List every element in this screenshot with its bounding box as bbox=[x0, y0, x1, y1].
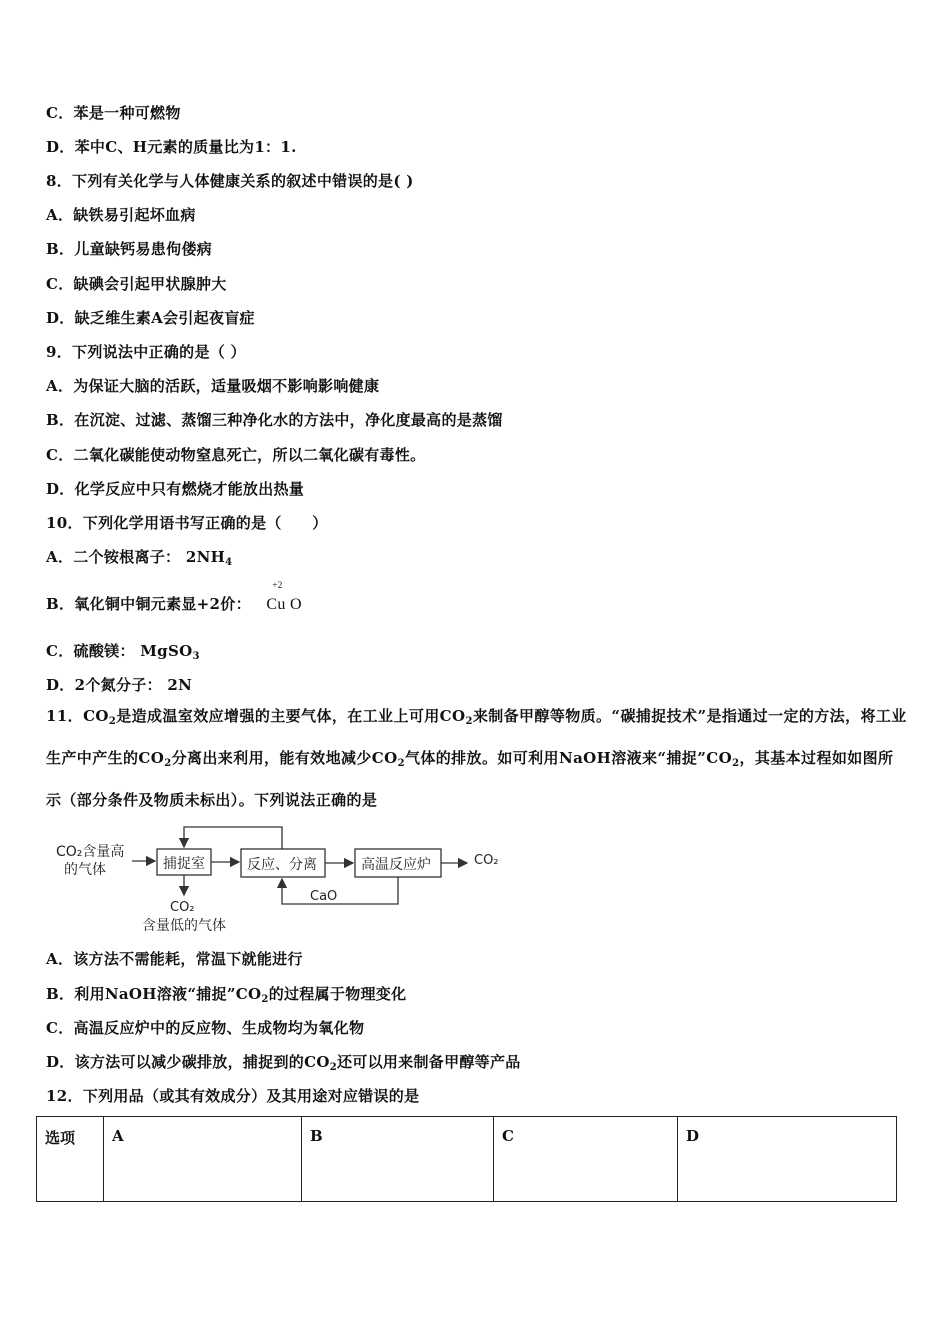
table-header-a: A bbox=[104, 1117, 302, 1202]
table-row bbox=[37, 1117, 897, 1202]
low-co2-label-1: CO₂ bbox=[170, 900, 195, 915]
q9-stem: 9．下列说法中正确的是（ ） bbox=[46, 343, 246, 361]
furnace-label: 高温反应炉 bbox=[361, 857, 431, 873]
q8-option-a: A．缺铁易引起坏血病 bbox=[46, 206, 196, 224]
ammonium-formula: 2NH bbox=[185, 548, 226, 566]
capture-chamber-label: 捕捉室 bbox=[163, 856, 205, 872]
q10-option-a: A．二个铵根离子： $2NH_4$ bbox=[46, 548, 233, 568]
q8-stem: 8．下列有关化学与人体健康关系的叙述中错误的是( ) bbox=[46, 172, 414, 190]
q10-option-b: B．氧化铜中铜元素显+2价： +2 Cu O bbox=[46, 580, 302, 613]
q11-option-a: A．该方法不需能耗，常温下就能进行 bbox=[46, 950, 303, 968]
q11-option-d: D．该方法可以减少碳排放，捕捉到的$CO_2$还可以用来制备甲醇等产品 bbox=[46, 1053, 521, 1073]
q8-option-c: C．缺碘会引起甲状腺肿大 bbox=[46, 275, 227, 293]
table-header-b: B bbox=[302, 1117, 494, 1202]
reaction-separation-label: 反应、分离 bbox=[247, 857, 317, 873]
input-gas-label-2: 的气体 bbox=[64, 862, 106, 878]
table-header-d: D bbox=[678, 1117, 897, 1202]
q9-option-a: A．为保证大脑的活跃，适量吸烟不影响影响健康 bbox=[46, 377, 380, 395]
q10-stem: 10．下列化学用语书写正确的是（ ） bbox=[46, 514, 328, 532]
low-co2-label-2: 含量低的气体 bbox=[142, 918, 226, 934]
q10-option-d: D．2个氮分子： 2N bbox=[46, 676, 193, 694]
table-header-option: 选项 bbox=[37, 1117, 104, 1202]
q9-option-d: D．化学反应中只有燃烧才能放出热量 bbox=[46, 480, 305, 498]
q11-option-c: C．高温反应炉中的反应物、生成物均为氧化物 bbox=[46, 1019, 365, 1037]
table-header-c: C bbox=[494, 1117, 678, 1202]
q12-stem: 12．下列用品（或其有效成分）及其用途对应错误的是 bbox=[46, 1087, 420, 1105]
q11-stem: 11．$CO_2$是造成温室效应增强的主要气体，在工业上可用$CO_2$来制备甲醇等物质。“碳捕捉技术”是指通过一定的方法，将工业生产中产生的$CO_2$分离出来利用，能有效地减少$CO_2$气体的排放。如可利用NaOH溶液来“捕捉$”CO_2$，其基本过程如如图所示（部分条件及物质未标出）。下列说法正确的是 bbox=[46, 707, 907, 809]
q9-option-b: B．在沉淀、过滤、蒸馏三种净化水的方法中，净化度最高的是蒸馏 bbox=[46, 411, 503, 429]
q8-option-b: B．儿童缺钙易患佝偻病 bbox=[46, 240, 212, 258]
copper-oxide-formula: +2 Cu O bbox=[266, 580, 302, 613]
q7-option-d: D．苯中C、H元素的质量比为1：1. bbox=[46, 138, 297, 156]
cao-label: CaO bbox=[310, 889, 338, 904]
q8-option-d: D．缺乏维生素A会引起夜盲症 bbox=[46, 309, 255, 327]
co2-output-label: CO₂ bbox=[474, 853, 499, 868]
q7-option-c: C．苯是一种可燃物 bbox=[46, 104, 181, 122]
process-diagram bbox=[50, 818, 520, 940]
q11-option-b: B．利用NaOH溶液“捕捉$”CO_2$的过程属于物理变化 bbox=[46, 985, 407, 1005]
q9-option-c: C．二氧化碳能使动物窒息死亡，所以二氧化碳有毒性。 bbox=[46, 446, 426, 464]
input-gas-label-1: CO₂含量高 bbox=[56, 844, 125, 860]
q10-option-c: C．硫酸镁： MgSO$_3$ bbox=[46, 642, 200, 662]
q12-table bbox=[36, 1116, 897, 1202]
